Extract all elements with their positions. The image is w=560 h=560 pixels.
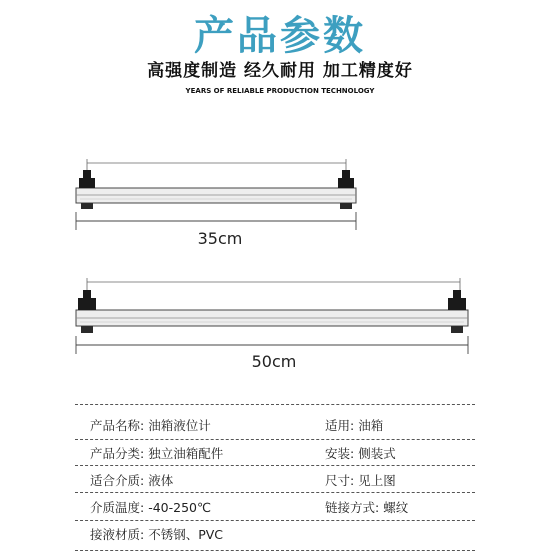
- spec-value: 独立油箱配件: [148, 446, 224, 461]
- spec-value: 不锈钢、PVC: [148, 527, 224, 542]
- spec-table: [75, 404, 475, 560]
- spec-divider: [75, 465, 475, 466]
- spec-key: 尺寸:: [325, 473, 355, 488]
- gauge-long-drawing: [76, 278, 468, 354]
- spec-row-5-left: [90, 525, 223, 543]
- gauge-long-length-label: 50cm: [251, 352, 297, 371]
- gauge-short-length-label: 35cm: [197, 229, 243, 248]
- spec-value: 液体: [148, 473, 174, 488]
- spec-key: 接液材质:: [90, 527, 145, 542]
- spec-key: 产品分类:: [90, 446, 145, 461]
- spec-row-1-left: [90, 416, 211, 434]
- spec-divider: [75, 520, 475, 521]
- spec-value: 见上图: [358, 473, 396, 488]
- spec-key: 适合介质:: [90, 473, 145, 488]
- spec-key: 链接方式:: [325, 500, 380, 515]
- spec-value: 油箱液位计: [148, 418, 211, 433]
- spec-key: 安装:: [325, 446, 355, 461]
- page-title: 产品参数: [194, 13, 366, 59]
- spec-divider: [75, 492, 475, 493]
- spec-key: 产品名称:: [90, 418, 145, 433]
- spec-row-1-right: [325, 416, 383, 434]
- spec-value: 侧装式: [358, 446, 396, 461]
- spec-value: -40-250℃: [148, 500, 212, 515]
- spec-key: 介质温度:: [90, 500, 145, 515]
- spec-row-2-right: [325, 444, 396, 462]
- spec-divider: [75, 439, 475, 440]
- spec-row-4-right: [325, 498, 408, 516]
- spec-value: 螺纹: [383, 500, 409, 515]
- spec-row-2-left: [90, 444, 223, 462]
- gauge-short-drawing: [76, 159, 356, 230]
- page-tagline: YEARS OF RELIABLE PRODUCTION TECHNOLOGY: [185, 87, 375, 95]
- spec-divider: [75, 404, 475, 405]
- spec-row-4-left: [90, 498, 211, 516]
- spec-value: 油箱: [358, 418, 384, 433]
- spec-divider: [75, 550, 475, 551]
- spec-row-3-right: [325, 471, 396, 489]
- page-subtitle: 高强度制造 经久耐用 加工精度好: [147, 61, 413, 81]
- gauge-short-body: [76, 188, 356, 203]
- spec-key: 适用:: [325, 418, 355, 433]
- spec-row-3-left: [90, 471, 173, 489]
